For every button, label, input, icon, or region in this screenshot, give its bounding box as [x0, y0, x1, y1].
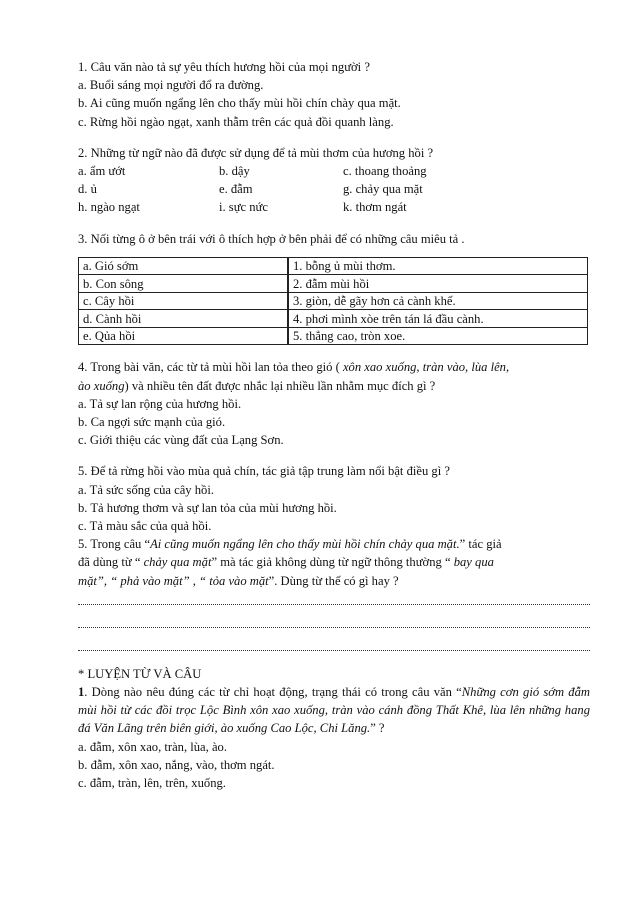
q2-choice: a. ẩm ướt — [78, 164, 126, 179]
right-cell: 3. giòn, dễ gãy hơn cả cành khế. — [289, 292, 588, 310]
answer-line[interactable] — [78, 590, 590, 605]
matching-table — [78, 257, 588, 346]
q5-option-c: c. Tả màu sắc của quả hồi. — [78, 518, 212, 533]
q2-question: 2. Những từ ngữ nào đã được sử dụng để tả mùi thơm của hương hồi ? — [78, 145, 434, 160]
q4-option-c: c. Giới thiệu các vùng đất của Lạng Sơn. — [78, 433, 284, 448]
q5-option-b: b. Tả hương thơm và sự lan tỏa của mùi hương hồi. — [78, 500, 337, 515]
q1-question: 1. Câu văn nào tả sự yêu thích hương hồi của mọi người ? — [78, 60, 370, 74]
table-row — [79, 310, 588, 328]
q2-row — [78, 198, 590, 216]
q5b-line3: mặt”, “ phả vào mặt” , “ tỏa vào mặt”. Dùng từ thế có gì hay ? — [78, 573, 399, 588]
q2-row — [78, 180, 590, 198]
q4-question-line2: ào xuống) và nhiều tên đất được nhắc lại nhiều lần nhằm mục đích gì ? — [78, 378, 436, 393]
ltvc-question: 1. Dòng nào nêu đúng các từ chỉ hoạt động, trạng thái có trong câu văn “Những cơn gió sớm đẫm mùi hồi từ các đồi trọc Lộc Bình xôn xao xuống, tràn vào cánh đồng Thất Khê, lùa lên những hang đá Văn Lãng trên biên giới, ào xuống Cao Lộc, Chi Lăng.” ? — [78, 684, 590, 736]
ltvc-option-b: b. đẫm, xôn xao, nắng, vào, thơm ngát. — [78, 757, 275, 772]
q2-choice: c. thoang thoảng — [343, 164, 427, 179]
left-cell: d. Cành hồi — [79, 310, 288, 328]
q5b-line2: đã dùng từ “ chảy qua mặt” mà tác giả không dùng từ ngữ thông thường “ bay qua — [78, 555, 494, 570]
table-row — [79, 257, 588, 275]
ltvc-option-a: a. đẫm, xôn xao, tràn, lùa, ào. — [78, 739, 227, 754]
q2-choice: k. thơm ngát — [343, 200, 407, 215]
q2-choice: i. sực nức — [219, 200, 268, 215]
q5-question: 5. Để tả rừng hồi vào mùa quả chín, tác giả tập trung làm nổi bật điều gì ? — [78, 464, 450, 479]
q1-option-b: b. Ai cũng muốn ngẩng lên cho thấy mùi hồi chín chày qua mặt. — [78, 96, 401, 111]
q4-question-line1: 4. Trong bài văn, các từ tả mùi hồi lan tỏa theo gió ( xôn xao xuống, tràn vào, lùa lên, — [78, 360, 510, 375]
table-row — [79, 292, 588, 310]
table-row — [79, 327, 588, 345]
ltvc-option-c: c. đẫm, tràn, lên, trên, xuống. — [78, 775, 226, 790]
table-row — [79, 275, 588, 293]
left-cell: a. Gió sớm — [79, 257, 288, 275]
q4-option-a: a. Tả sự lan rộng của hương hồi. — [78, 396, 242, 411]
q1-option-a: a. Buổi sáng mọi người đổ ra đường. — [78, 78, 264, 93]
left-cell: b. Con sông — [79, 275, 288, 293]
right-cell: 5. thẳng cao, tròn xoe. — [289, 327, 588, 345]
left-cell: c. Cây hồi — [79, 292, 288, 310]
q2-choice: d. ủ — [78, 182, 97, 197]
q2-choice: b. dậy — [219, 164, 250, 179]
q5-option-a: a. Tả sức sống của cây hồi. — [78, 482, 214, 497]
right-cell: 4. phơi mình xòe trên tán lá đầu cành. — [289, 310, 588, 328]
q2-choice: g. chảy qua mặt — [343, 182, 423, 197]
q1-option-c: c. Rừng hồi ngào ngạt, xanh thẫm trên các quả đồi quanh làng. — [78, 114, 394, 129]
q3-question: 3. Nối từng ô ở bên trái với ô thích hợp ở bên phải để có những câu miêu tả . — [78, 231, 465, 246]
answer-line[interactable] — [78, 636, 590, 651]
q2-choice: e. đẫm — [219, 182, 253, 197]
section-heading: * LUYỆN TỪ VÀ CÂU — [78, 666, 202, 681]
q5b-line1: 5. Trong câu “Ai cũng muốn ngẩng lên cho thấy mùi hồi chín chảy qua mặt.” tác giả — [78, 537, 502, 552]
answer-line[interactable] — [78, 613, 590, 628]
q2-choice: h. ngào ngạt — [78, 200, 140, 215]
q4-option-b: b. Ca ngợi sức mạnh của gió. — [78, 414, 226, 429]
q2-row — [78, 162, 590, 180]
worksheet — [78, 58, 590, 792]
right-cell: 2. đẫm mùi hồi — [289, 275, 588, 293]
right-cell: 1. bỗng ủ mùi thơm. — [289, 257, 588, 275]
left-cell: e. Qủa hồi — [79, 327, 288, 345]
